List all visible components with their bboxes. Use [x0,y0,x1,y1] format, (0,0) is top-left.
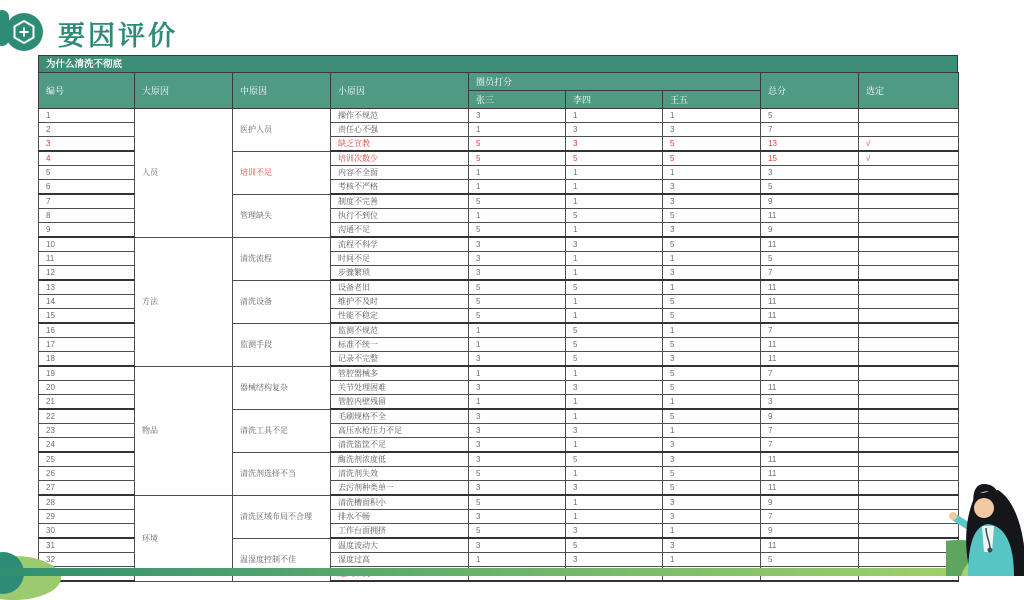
score-zhangsan-cell: 5 [469,223,566,238]
score-wangwu-cell: 5 [663,209,761,223]
score-wangwu-cell: 1 [663,252,761,266]
row-number-cell: 1 [39,109,135,123]
score-lisi-cell: 1 [566,109,663,123]
row-number-cell: 13 [39,280,135,295]
score-lisi-cell: 3 [566,481,663,496]
minor-cause-cell: 步骤繁琐 [331,266,469,281]
minor-cause-cell: 湿度过高 [331,553,469,567]
score-zhangsan-cell: 1 [469,323,566,338]
row-number-cell: 16 [39,323,135,338]
total-score-cell: 5 [761,109,859,123]
hexagon-plus-icon [11,19,37,45]
col-header-score-group: 圈员打分 [469,73,761,91]
minor-cause-cell: 管腔器械多 [331,366,469,381]
score-zhangsan-cell: 5 [469,295,566,309]
total-score-cell: 11 [761,452,859,467]
row-number-cell: 9 [39,223,135,238]
selected-cell [859,323,959,338]
score-lisi-cell: 3 [566,137,663,152]
col-header-scorer-zhangsan: 张三 [469,91,566,109]
score-wangwu-cell: 5 [663,338,761,352]
score-lisi-cell: 3 [566,381,663,395]
total-score-cell: 7 [761,323,859,338]
minor-cause-cell: 操作不规范 [331,109,469,123]
score-lisi-cell: 1 [566,223,663,238]
row-number-cell: 25 [39,452,135,467]
score-zhangsan-cell: 1 [469,209,566,223]
score-zhangsan-cell: 3 [469,352,566,367]
selected-cell [859,381,959,395]
score-wangwu-cell: 5 [663,366,761,381]
selected-cell [859,366,959,381]
score-zhangsan-cell: 3 [469,266,566,281]
selected-cell [859,538,959,553]
selected-cell [859,252,959,266]
total-score-cell: 7 [761,438,859,453]
score-lisi-cell: 5 [566,323,663,338]
col-header-scorer-wangwu: 王五 [663,91,761,109]
total-score-cell: 7 [761,424,859,438]
factor-evaluation-table-wrap [38,55,958,582]
minor-cause-cell: 考核不严格 [331,180,469,195]
selected-cell [859,166,959,180]
score-wangwu-cell: 5 [663,295,761,309]
score-lisi-cell: 1 [566,366,663,381]
row-number-cell: 14 [39,295,135,309]
score-lisi-cell: 5 [566,338,663,352]
minor-cause-cell: 内容不全面 [331,166,469,180]
selected-cell [859,209,959,223]
total-score-cell: 11 [761,280,859,295]
score-lisi-cell: 5 [566,452,663,467]
factor-evaluation-table [38,72,959,582]
row-number-cell: 22 [39,409,135,424]
score-wangwu-cell: 1 [663,280,761,295]
total-score-cell: 5 [761,553,859,567]
minor-cause-cell: 制度不完善 [331,194,469,209]
factor-row [39,237,959,252]
row-number-cell: 30 [39,524,135,539]
score-wangwu-cell: 5 [663,381,761,395]
total-score-cell: 9 [761,194,859,209]
mid-cause-cell: 管理缺失 [233,194,331,237]
mid-cause-cell: 监测手段 [233,323,331,366]
minor-cause-cell: 执行不到位 [331,209,469,223]
row-number-cell: 21 [39,395,135,410]
col-header-major-cause: 大原因 [135,73,233,109]
col-header-minor-cause: 小原因 [331,73,469,109]
row-number-cell: 20 [39,381,135,395]
total-score-cell: 9 [761,409,859,424]
minor-cause-cell: 监测不规范 [331,323,469,338]
total-score-cell: 15 [761,151,859,166]
total-score-cell: 11 [761,295,859,309]
score-zhangsan-cell: 1 [469,123,566,137]
row-number-cell: 7 [39,194,135,209]
row-number-cell: 31 [39,538,135,553]
selected-cell [859,481,959,496]
selected-cell [859,194,959,209]
score-wangwu-cell: 3 [663,180,761,195]
col-header-selected: 选定 [859,73,959,109]
total-score-cell: 11 [761,481,859,496]
minor-cause-cell: 酶洗剂浓度低 [331,452,469,467]
score-wangwu-cell: 1 [663,166,761,180]
score-wangwu-cell: 3 [663,510,761,524]
total-score-cell: 7 [761,510,859,524]
score-lisi-cell: 5 [566,280,663,295]
total-score-cell: 11 [761,237,859,252]
minor-cause-cell: 记录不完整 [331,352,469,367]
score-wangwu-cell: 3 [663,223,761,238]
col-header-total: 总分 [761,73,859,109]
score-lisi-cell: 1 [566,309,663,324]
minor-cause-cell: 清洗篮筐不足 [331,438,469,453]
score-zhangsan-cell: 1 [469,166,566,180]
total-score-cell: 9 [761,524,859,539]
row-number-cell: 6 [39,180,135,195]
row-number-cell: 10 [39,237,135,252]
selected-cell [859,409,959,424]
selected-cell [859,524,959,539]
minor-cause-cell: 排水不畅 [331,510,469,524]
score-lisi-cell: 1 [566,395,663,410]
selected-cell [859,266,959,281]
major-cause-cell: 物品 [135,366,233,495]
total-score-cell: 5 [761,180,859,195]
selected-cell [859,109,959,123]
table-caption: 为什么清洗不彻底 [38,55,958,72]
col-header-no: 编号 [39,73,135,109]
bottom-gradient-strip [0,568,1024,576]
row-number-cell: 24 [39,438,135,453]
mid-cause-cell: 清洗剂选择不当 [233,452,331,495]
minor-cause-cell: 性能不稳定 [331,309,469,324]
score-lisi-cell: 1 [566,467,663,481]
score-wangwu-cell: 1 [663,553,761,567]
minor-cause-cell: 维护不及时 [331,295,469,309]
score-wangwu-cell: 1 [663,109,761,123]
score-zhangsan-cell: 1 [469,180,566,195]
total-score-cell: 9 [761,495,859,510]
minor-cause-cell: 流程不科学 [331,237,469,252]
total-score-cell: 7 [761,123,859,137]
selected-cell [859,467,959,481]
score-zhangsan-cell: 3 [469,424,566,438]
minor-cause-cell: 温度波动大 [331,538,469,553]
row-number-cell: 12 [39,266,135,281]
score-zhangsan-cell: 3 [469,438,566,453]
minor-cause-cell: 责任心不强 [331,123,469,137]
score-lisi-cell: 3 [566,553,663,567]
score-lisi-cell: 3 [566,524,663,539]
score-lisi-cell: 1 [566,166,663,180]
minor-cause-cell: 毛刷规格不全 [331,409,469,424]
selected-cell [859,553,959,567]
row-number-cell: 29 [39,510,135,524]
minor-cause-cell: 管腔内壁残留 [331,395,469,410]
score-zhangsan-cell: 3 [469,109,566,123]
total-score-cell: 11 [761,538,859,553]
score-wangwu-cell: 5 [663,137,761,152]
selected-cell [859,223,959,238]
row-number-cell: 5 [39,166,135,180]
score-lisi-cell: 1 [566,252,663,266]
factor-row [39,366,959,381]
mid-cause-cell: 温湿度控制不佳 [233,538,331,581]
score-zhangsan-cell: 3 [469,252,566,266]
selected-cell: √ [859,137,959,152]
selected-cell [859,510,959,524]
total-score-cell: 3 [761,395,859,410]
score-lisi-cell: 5 [566,538,663,553]
score-zhangsan-cell: 1 [469,553,566,567]
score-zhangsan-cell: 5 [469,495,566,510]
score-wangwu-cell: 5 [663,467,761,481]
selected-cell [859,123,959,137]
score-zhangsan-cell: 1 [469,395,566,410]
selected-cell [859,495,959,510]
mid-cause-cell: 器械结构复杂 [233,366,331,409]
score-wangwu-cell: 1 [663,395,761,410]
row-number-cell: 27 [39,481,135,496]
score-lisi-cell: 1 [566,495,663,510]
total-score-cell: 11 [761,209,859,223]
row-number-cell: 8 [39,209,135,223]
mid-cause-cell: 医护人员 [233,109,331,152]
score-zhangsan-cell: 5 [469,467,566,481]
row-number-cell: 19 [39,366,135,381]
score-lisi-cell: 3 [566,424,663,438]
total-score-cell: 11 [761,467,859,481]
row-number-cell: 15 [39,309,135,324]
row-number-cell: 3 [39,137,135,152]
minor-cause-cell: 时间不足 [331,252,469,266]
score-zhangsan-cell: 3 [469,409,566,424]
score-wangwu-cell: 3 [663,123,761,137]
row-number-cell: 18 [39,352,135,367]
row-number-cell: 11 [39,252,135,266]
score-wangwu-cell: 3 [663,495,761,510]
minor-cause-cell: 设备老旧 [331,280,469,295]
score-zhangsan-cell: 1 [469,366,566,381]
major-cause-cell: 方法 [135,237,233,366]
row-number-cell: 17 [39,338,135,352]
minor-cause-cell: 标准不统一 [331,338,469,352]
score-zhangsan-cell: 3 [469,538,566,553]
score-lisi-cell: 5 [566,151,663,166]
row-number-cell: 32 [39,553,135,567]
major-cause-cell: 环境 [135,495,233,581]
selected-cell [859,424,959,438]
selected-cell [859,395,959,410]
score-wangwu-cell: 3 [663,352,761,367]
score-zhangsan-cell: 3 [469,381,566,395]
mid-cause-cell: 清洗区域布局不合理 [233,495,331,538]
minor-cause-cell: 清洗槽面积小 [331,495,469,510]
total-score-cell: 9 [761,223,859,238]
score-lisi-cell: 1 [566,295,663,309]
score-lisi-cell: 1 [566,510,663,524]
score-zhangsan-cell: 5 [469,137,566,152]
mid-cause-cell: 培训不足 [233,151,331,194]
row-number-cell: 23 [39,424,135,438]
minor-cause-cell: 去污剂种类单一 [331,481,469,496]
score-zhangsan-cell: 5 [469,309,566,324]
page-title: 要因评价 [58,21,178,51]
score-lisi-cell: 1 [566,438,663,453]
total-score-cell: 11 [761,381,859,395]
score-zhangsan-cell: 5 [469,151,566,166]
score-zhangsan-cell: 3 [469,510,566,524]
score-zhangsan-cell: 3 [469,237,566,252]
score-wangwu-cell: 5 [663,309,761,324]
score-zhangsan-cell: 5 [469,194,566,209]
score-zhangsan-cell: 1 [469,338,566,352]
minor-cause-cell: 沟通不足 [331,223,469,238]
minor-cause-cell: 清洗剂失效 [331,467,469,481]
factor-row [39,109,959,123]
score-lisi-cell: 1 [566,194,663,209]
factor-row [39,495,959,510]
score-wangwu-cell: 3 [663,194,761,209]
selected-cell [859,438,959,453]
selected-cell [859,295,959,309]
col-header-scorer-lisi: 李四 [566,91,663,109]
nurse-illustration [946,458,1024,576]
score-wangwu-cell: 1 [663,424,761,438]
score-wangwu-cell: 5 [663,481,761,496]
row-number-cell: 2 [39,123,135,137]
minor-cause-cell: 工作台面拥挤 [331,524,469,539]
minor-cause-cell: 缺乏宣教 [331,137,469,152]
selected-cell: √ [859,151,959,166]
selected-cell [859,452,959,467]
selected-cell [859,237,959,252]
row-number-cell: 4 [39,151,135,166]
score-wangwu-cell: 3 [663,452,761,467]
selected-cell [859,180,959,195]
selected-cell [859,352,959,367]
row-number-cell: 28 [39,495,135,510]
minor-cause-cell: 关节处理困难 [331,381,469,395]
mid-cause-cell: 清洗设备 [233,280,331,323]
total-score-cell: 7 [761,266,859,281]
score-wangwu-cell: 3 [663,438,761,453]
total-score-cell: 3 [761,166,859,180]
total-score-cell: 11 [761,309,859,324]
score-zhangsan-cell: 5 [469,280,566,295]
score-lisi-cell: 5 [566,209,663,223]
total-score-cell: 7 [761,366,859,381]
total-score-cell: 11 [761,338,859,352]
mid-cause-cell: 清洗工具不足 [233,409,331,452]
score-wangwu-cell: 3 [663,266,761,281]
score-zhangsan-cell: 3 [469,452,566,467]
score-lisi-cell: 1 [566,180,663,195]
score-lisi-cell: 1 [566,266,663,281]
col-header-mid-cause: 中原因 [233,73,331,109]
selected-cell [859,280,959,295]
selected-cell [859,338,959,352]
logo-badge [5,13,43,51]
major-cause-cell: 人员 [135,109,233,238]
total-score-cell: 13 [761,137,859,152]
minor-cause-cell: 培训次数少 [331,151,469,166]
score-zhangsan-cell: 3 [469,481,566,496]
score-lisi-cell: 1 [566,409,663,424]
row-number-cell: 26 [39,467,135,481]
score-wangwu-cell: 3 [663,538,761,553]
total-score-cell: 5 [761,252,859,266]
score-wangwu-cell: 5 [663,237,761,252]
score-wangwu-cell: 1 [663,524,761,539]
score-zhangsan-cell: 5 [469,524,566,539]
score-lisi-cell: 5 [566,352,663,367]
minor-cause-cell: 高压水枪压力不足 [331,424,469,438]
mid-cause-cell: 清洗流程 [233,237,331,280]
selected-cell [859,309,959,324]
score-lisi-cell: 3 [566,123,663,137]
score-wangwu-cell: 1 [663,323,761,338]
total-score-cell: 11 [761,352,859,367]
score-wangwu-cell: 5 [663,409,761,424]
score-wangwu-cell: 5 [663,151,761,166]
score-lisi-cell: 3 [566,237,663,252]
